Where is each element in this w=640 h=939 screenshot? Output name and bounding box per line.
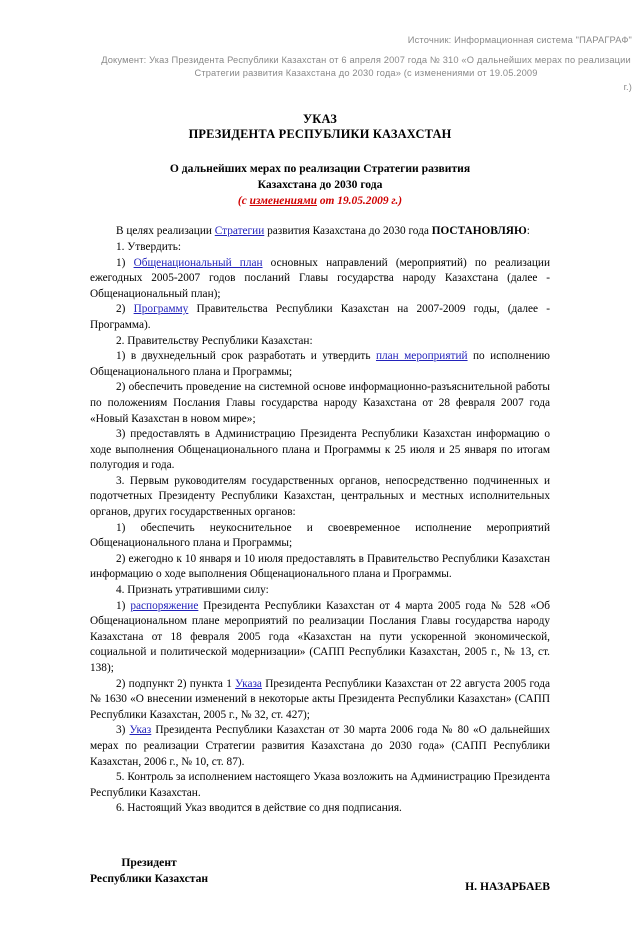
paragraph-4-2 <box>90 677 550 724</box>
action-plan-link[interactable]: план мероприятий <box>375 350 468 363</box>
intro-text-c: : <box>526 225 530 238</box>
paragraph-1-1 <box>90 256 550 303</box>
document-reference-line-1: Документ: Указ Президента Республики Казахстан от 6 апреля 2007 года № 310 «О дальнейших <box>101 54 533 65</box>
intro-text-b: развития Казахстана до 2030 года <box>264 225 432 238</box>
document-page <box>0 34 640 939</box>
item-4-1-text: Президента Республики Казахстан от 4 марта 2005 года № 528 «Об Общенациональном плане мероприятий по реализации Послания Главы государства народу Казахстана от 18 февраля 2005 года «Казахстан на пути ускоренной экономической, социальной и политической модернизации» (САПП Республики Казахстан, 2005 г., № 13, ст. 138); <box>90 599 550 674</box>
page-title <box>0 112 640 142</box>
document-reference-line-3: г.) <box>623 81 632 92</box>
item-4-3-marker: 3) <box>116 724 130 737</box>
document-body <box>90 224 550 817</box>
paragraph-3-1: 1) обеспечить неукоснительное и своевременное исполнение мероприятий Общенационального плана и Программы; <box>90 521 550 550</box>
paragraph-3: 3. Первым руководителям государственных органов, непосредственно подчиненных и подотчетных Президенту Республики Казахстан, центральных и местных исполнительных органов, других государственных органов: <box>90 474 550 519</box>
decree-genitive-link[interactable]: Указа <box>235 677 262 690</box>
paragraph-intro <box>90 224 550 240</box>
paragraph-6: 6. Настоящий Указ вводится в действие со дня подписания. <box>116 802 402 815</box>
paragraph-5: 5. Контроль за исполнением настоящего Указа возложить на Администрацию Президента Республики Казахстан. <box>90 771 550 799</box>
paragraph-2-1 <box>90 349 550 380</box>
paragraph-4: 4. Признать утратившими силу: <box>116 584 269 597</box>
item-4-2-text-b: Президента Республики Казахстан от 22 августа 2005 года № 1630 «О внесении изменений в некоторые акты Президента Республики Казахстан» (САПП Республики Казахстан, 2005 г., № 32, ст. 427); <box>90 677 550 721</box>
item-4-1-marker: 1) <box>116 599 131 612</box>
strategy-link[interactable]: Стратегии <box>214 225 265 238</box>
page-subtitle <box>0 161 640 192</box>
intro-text-a: В целях реализации <box>116 225 215 238</box>
document-reference <box>60 54 632 95</box>
item-1-2-marker: 2) <box>116 303 134 316</box>
signatory-title <box>90 855 208 887</box>
item-1-2-text: Правительства Республики Казахстан на 2007-2009 годы, (далее - Программа). <box>90 303 550 331</box>
paragraph-4-1 <box>90 599 550 677</box>
paragraph-4-3 <box>90 723 550 770</box>
paragraph-1: 1. Утвердить: <box>116 240 182 253</box>
title-line-2: ПРЕЗИДЕНТА РЕСПУБЛИКИ КАЗАХСТАН <box>188 127 452 142</box>
amendment-suffix: от 19.05.2009 г.) <box>317 195 403 208</box>
national-plan-link[interactable]: Общенациональный план <box>133 256 263 269</box>
item-4-2-text-a: 2) подпункт 2) пункта 1 <box>116 677 236 690</box>
subtitle-line-1: О дальнейших мерах по реализации Стратегии развития <box>169 162 471 176</box>
item-2-1-text-b: по исполнению Общенационального плана и Программы; <box>90 350 550 378</box>
amendment-link[interactable]: изменениями <box>249 195 318 208</box>
source-line: Источник: Информационная система "ПАРАГРАФ" <box>407 35 632 45</box>
paragraph-2: 2. Правительству Республики Казахстан: <box>116 334 313 347</box>
item-1-1-text: основных направлений (мероприятий) по реализации ежегодных 2005-2007 годов посланий Главы государства народу Казахстана (далее - Общенациональный план); <box>90 256 550 300</box>
document-reference-line-2: мерах по реализации Стратегии развития Казахстана до 2030 года» (с изменениями от 19.05.2009 <box>194 54 631 79</box>
signatory-role: Президент <box>121 855 177 869</box>
paragraph-2-2: 2) обеспечить проведение на системной основе информационно-разъяснительной работы по положениям Послания Главы государства народу Казахстана от 28 февраля 2007 года «Новый Казахстан в новом мире»; <box>90 381 550 425</box>
subtitle-line-2: Казахстана до 2030 года <box>257 177 383 191</box>
amendment-note <box>0 195 640 207</box>
signatory-name: Н. НАЗАРБАЕВ <box>465 879 550 893</box>
item-1-1-marker: 1) <box>116 256 134 269</box>
signatory-organization: Республики Казахстан <box>90 871 209 885</box>
paragraph-2-3: 3) предоставлять в Администрацию Президента Республики Казахстан информацию о ходе выполнения Общенационального плана и Программы к 25 июля и 25 января по итогам полугодия и года. <box>90 428 550 472</box>
decree-verb: ПОСТАНОВЛЯЮ <box>431 225 527 238</box>
signature-block <box>90 855 550 895</box>
document-header <box>0 34 640 94</box>
title-line-1: УКАЗ <box>302 112 338 127</box>
order-link[interactable]: распоряжение <box>130 599 199 612</box>
item-4-3-text: Президента Республики Казахстан от 30 марта 2006 года № 80 «О дальнейших мерах по реализации Стратегии развития Казахстана до 2030 года» (САПП Республики Казахстан, 2006 г., № 10, ст. 87). <box>90 724 550 768</box>
paragraph-3-2: 2) ежегодно к 10 января и 10 июля предоставлять в Правительство Республики Казахстан информацию о ходе выполнения Общенационального плана и Программы. <box>90 552 550 581</box>
paragraph-1-2 <box>90 302 550 333</box>
program-link[interactable]: Программу <box>133 303 189 316</box>
item-2-1-text-a: 1) в двухнедельный срок разработать и утвердить <box>116 350 376 363</box>
decree-link[interactable]: Указ <box>129 724 152 737</box>
amendment-prefix: (с <box>237 195 250 208</box>
